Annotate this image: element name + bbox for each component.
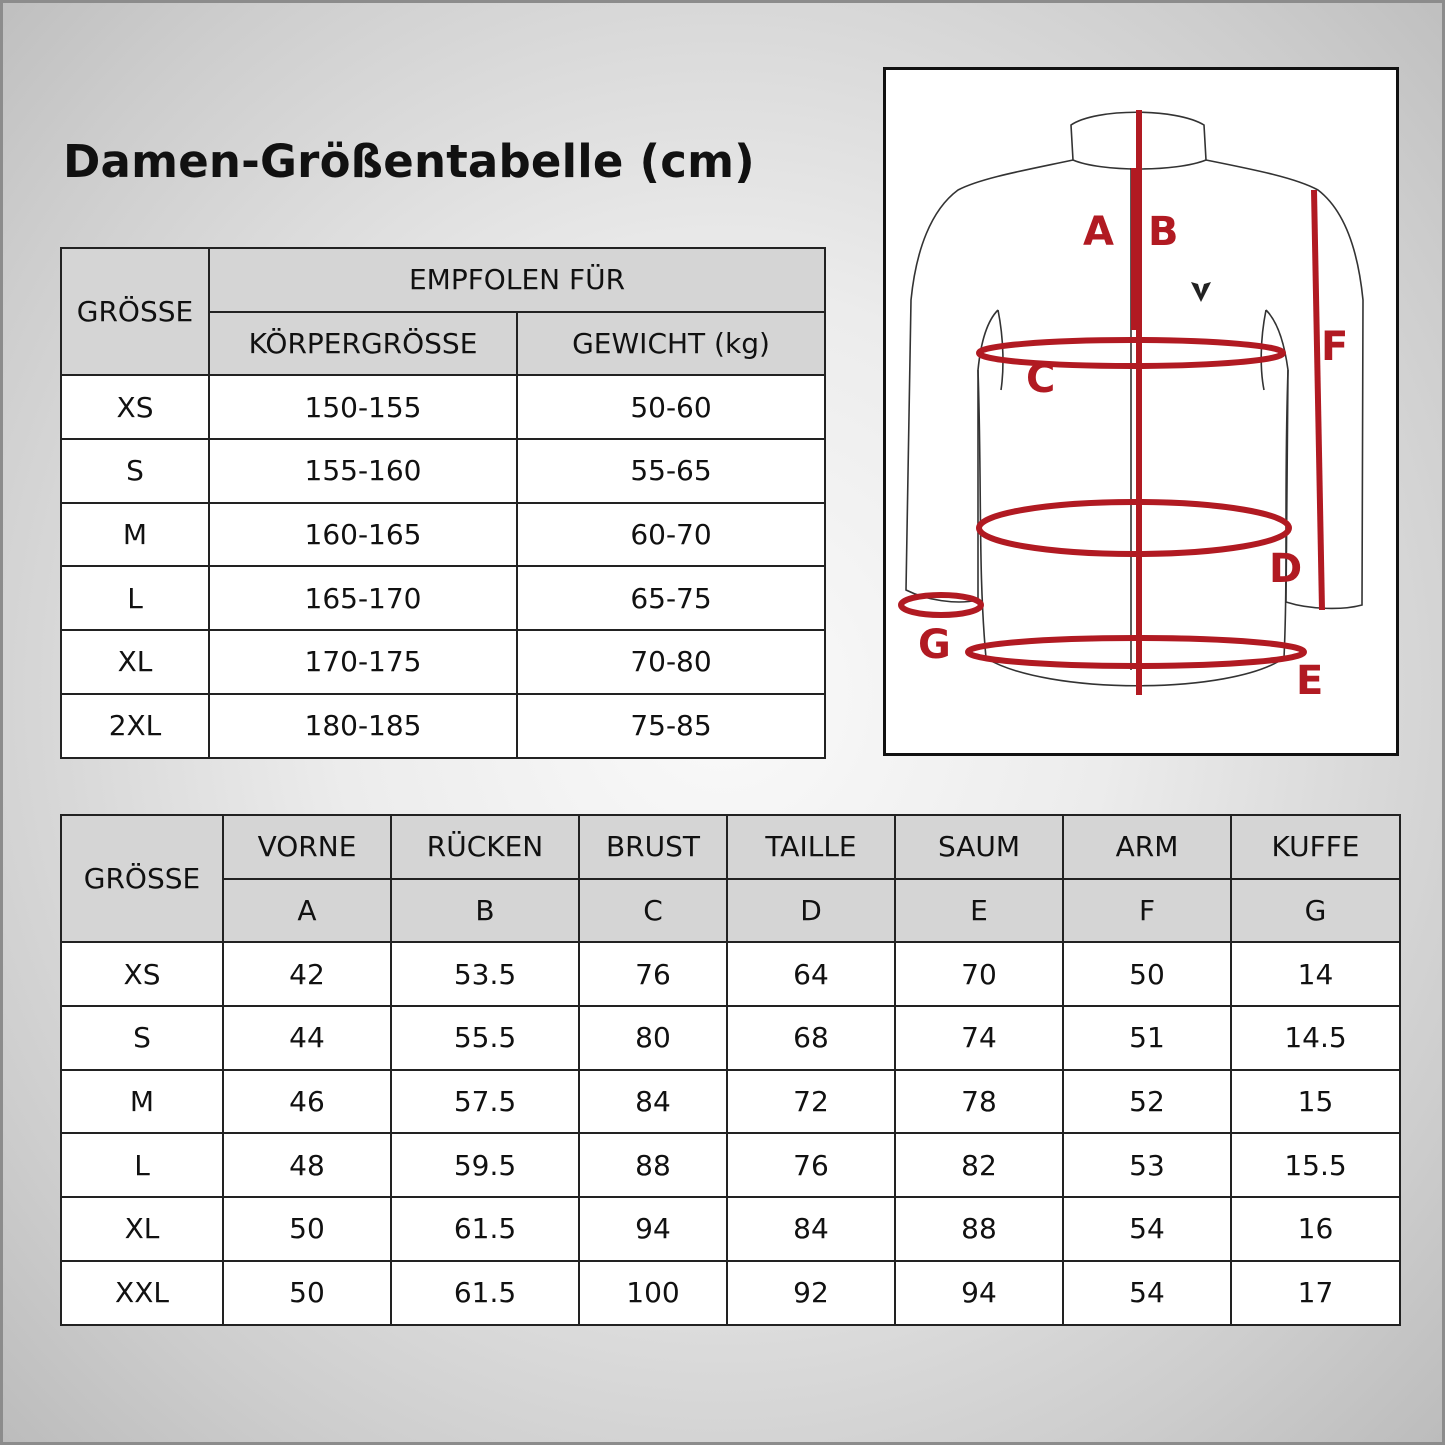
column-code: D bbox=[727, 879, 895, 943]
column-header-cuff: KUFFE bbox=[1231, 815, 1400, 879]
measurement-cell: 57.5 bbox=[391, 1070, 579, 1134]
table-row bbox=[61, 942, 1400, 1006]
height-cell: 180-185 bbox=[209, 694, 517, 758]
measurement-cell: 59.5 bbox=[391, 1133, 579, 1197]
measurement-cell: 94 bbox=[895, 1261, 1063, 1325]
measurement-cell: 44 bbox=[223, 1006, 391, 1070]
measurement-cell: 78 bbox=[895, 1070, 1063, 1134]
column-header-chest: BRUST bbox=[579, 815, 727, 879]
column-code: F bbox=[1063, 879, 1231, 943]
size-header: GRÖSSE bbox=[61, 815, 223, 942]
brand-logo-icon bbox=[1191, 282, 1211, 302]
column-header-back: RÜCKEN bbox=[391, 815, 579, 879]
measurement-cell: 76 bbox=[579, 942, 727, 1006]
weight-cell: 55-65 bbox=[517, 439, 825, 503]
table-row bbox=[61, 375, 825, 439]
measurement-cell: 94 bbox=[579, 1197, 727, 1261]
size-cell: L bbox=[61, 566, 209, 630]
measurement-cell: 50 bbox=[1063, 942, 1231, 1006]
measurement-table bbox=[60, 814, 1401, 1326]
size-cell: XXL bbox=[61, 1261, 223, 1325]
height-cell: 155-160 bbox=[209, 439, 517, 503]
weight-cell: 65-75 bbox=[517, 566, 825, 630]
left-side-seam bbox=[998, 310, 1003, 390]
measurement-cell: 76 bbox=[727, 1133, 895, 1197]
height-cell: 160-165 bbox=[209, 503, 517, 567]
table-row bbox=[61, 694, 825, 758]
column-code: G bbox=[1231, 879, 1400, 943]
measurement-cell: 14.5 bbox=[1231, 1006, 1400, 1070]
measurement-cell: 84 bbox=[579, 1070, 727, 1134]
measurement-cell: 52 bbox=[1063, 1070, 1231, 1134]
measurement-cell: 68 bbox=[727, 1006, 895, 1070]
weight-cell: 70-80 bbox=[517, 630, 825, 694]
measurement-cell: 88 bbox=[579, 1133, 727, 1197]
size-header: GRÖSSE bbox=[61, 248, 209, 375]
label-a: A bbox=[1083, 209, 1114, 255]
label-c: C bbox=[1026, 356, 1056, 402]
measurement-cell: 54 bbox=[1063, 1261, 1231, 1325]
weight-header: GEWICHT (kg) bbox=[517, 312, 825, 376]
column-code: E bbox=[895, 879, 1063, 943]
measurement-cell: 14 bbox=[1231, 942, 1400, 1006]
measurement-cell: 50 bbox=[223, 1197, 391, 1261]
measurement-cell: 64 bbox=[727, 942, 895, 1006]
label-f: F bbox=[1321, 324, 1349, 370]
measurement-cell: 17 bbox=[1231, 1261, 1400, 1325]
column-header-arm: ARM bbox=[1063, 815, 1231, 879]
column-code: B bbox=[391, 879, 579, 943]
recommended-for-header: EMPFOLEN FÜR bbox=[209, 248, 825, 312]
measurement-cell: 70 bbox=[895, 942, 1063, 1006]
measure-arm-line bbox=[1314, 190, 1322, 610]
measurement-cell: 100 bbox=[579, 1261, 727, 1325]
measure-cuff-ellipse bbox=[901, 595, 981, 615]
measurement-cell: 54 bbox=[1063, 1197, 1231, 1261]
measurement-cell: 82 bbox=[895, 1133, 1063, 1197]
measurement-cell: 55.5 bbox=[391, 1006, 579, 1070]
measurement-cell: 74 bbox=[895, 1006, 1063, 1070]
table-row bbox=[61, 1070, 1400, 1134]
jersey-illustration bbox=[886, 70, 1396, 753]
size-cell: XL bbox=[61, 630, 209, 694]
column-code: A bbox=[223, 879, 391, 943]
measurement-cell: 46 bbox=[223, 1070, 391, 1134]
label-d: D bbox=[1269, 546, 1303, 592]
size-cell: XL bbox=[61, 1197, 223, 1261]
column-code: C bbox=[579, 879, 727, 943]
size-cell: 2XL bbox=[61, 694, 209, 758]
jersey-diagram bbox=[883, 67, 1399, 756]
measurement-cell: 50 bbox=[223, 1261, 391, 1325]
measurement-cell: 53.5 bbox=[391, 942, 579, 1006]
size-cell: S bbox=[61, 439, 209, 503]
column-header-hem: SAUM bbox=[895, 815, 1063, 879]
size-cell: L bbox=[61, 1133, 223, 1197]
label-g: G bbox=[918, 622, 951, 668]
body-height-header: KÖRPERGRÖSSE bbox=[209, 312, 517, 376]
weight-cell: 50-60 bbox=[517, 375, 825, 439]
size-cell: M bbox=[61, 503, 209, 567]
weight-cell: 60-70 bbox=[517, 503, 825, 567]
recommendation-table bbox=[60, 247, 826, 759]
label-b: B bbox=[1148, 209, 1179, 255]
right-sleeve-outline bbox=[1206, 160, 1363, 608]
measurement-cell: 92 bbox=[727, 1261, 895, 1325]
page-title: Damen-Größentabelle (cm) bbox=[63, 135, 755, 188]
table-row bbox=[61, 503, 825, 567]
measurement-cell: 15.5 bbox=[1231, 1133, 1400, 1197]
measurement-cell: 61.5 bbox=[391, 1197, 579, 1261]
measure-waist-ellipse bbox=[979, 502, 1289, 554]
column-header-front: VORNE bbox=[223, 815, 391, 879]
right-side-seam bbox=[1261, 310, 1266, 390]
measurement-cell: 42 bbox=[223, 942, 391, 1006]
size-cell: XS bbox=[61, 942, 223, 1006]
measurement-cell: 88 bbox=[895, 1197, 1063, 1261]
measurement-cell: 15 bbox=[1231, 1070, 1400, 1134]
measurement-cell: 48 bbox=[223, 1133, 391, 1197]
table-row bbox=[61, 1261, 1400, 1325]
measurement-cell: 80 bbox=[579, 1006, 727, 1070]
size-cell: S bbox=[61, 1006, 223, 1070]
height-cell: 170-175 bbox=[209, 630, 517, 694]
table-row bbox=[61, 1133, 1400, 1197]
measurement-cell: 53 bbox=[1063, 1133, 1231, 1197]
table-row bbox=[61, 1197, 1400, 1261]
table-row bbox=[61, 630, 825, 694]
height-cell: 165-170 bbox=[209, 566, 517, 630]
size-cell: XS bbox=[61, 375, 209, 439]
table-row bbox=[61, 439, 825, 503]
table-row bbox=[61, 566, 825, 630]
table-row bbox=[61, 1006, 1400, 1070]
measurement-cell: 16 bbox=[1231, 1197, 1400, 1261]
measurement-cell: 51 bbox=[1063, 1006, 1231, 1070]
column-header-waist: TAILLE bbox=[727, 815, 895, 879]
size-cell: M bbox=[61, 1070, 223, 1134]
label-e: E bbox=[1296, 658, 1324, 704]
weight-cell: 75-85 bbox=[517, 694, 825, 758]
measurement-cell: 72 bbox=[727, 1070, 895, 1134]
measurement-cell: 61.5 bbox=[391, 1261, 579, 1325]
measurement-cell: 84 bbox=[727, 1197, 895, 1261]
height-cell: 150-155 bbox=[209, 375, 517, 439]
